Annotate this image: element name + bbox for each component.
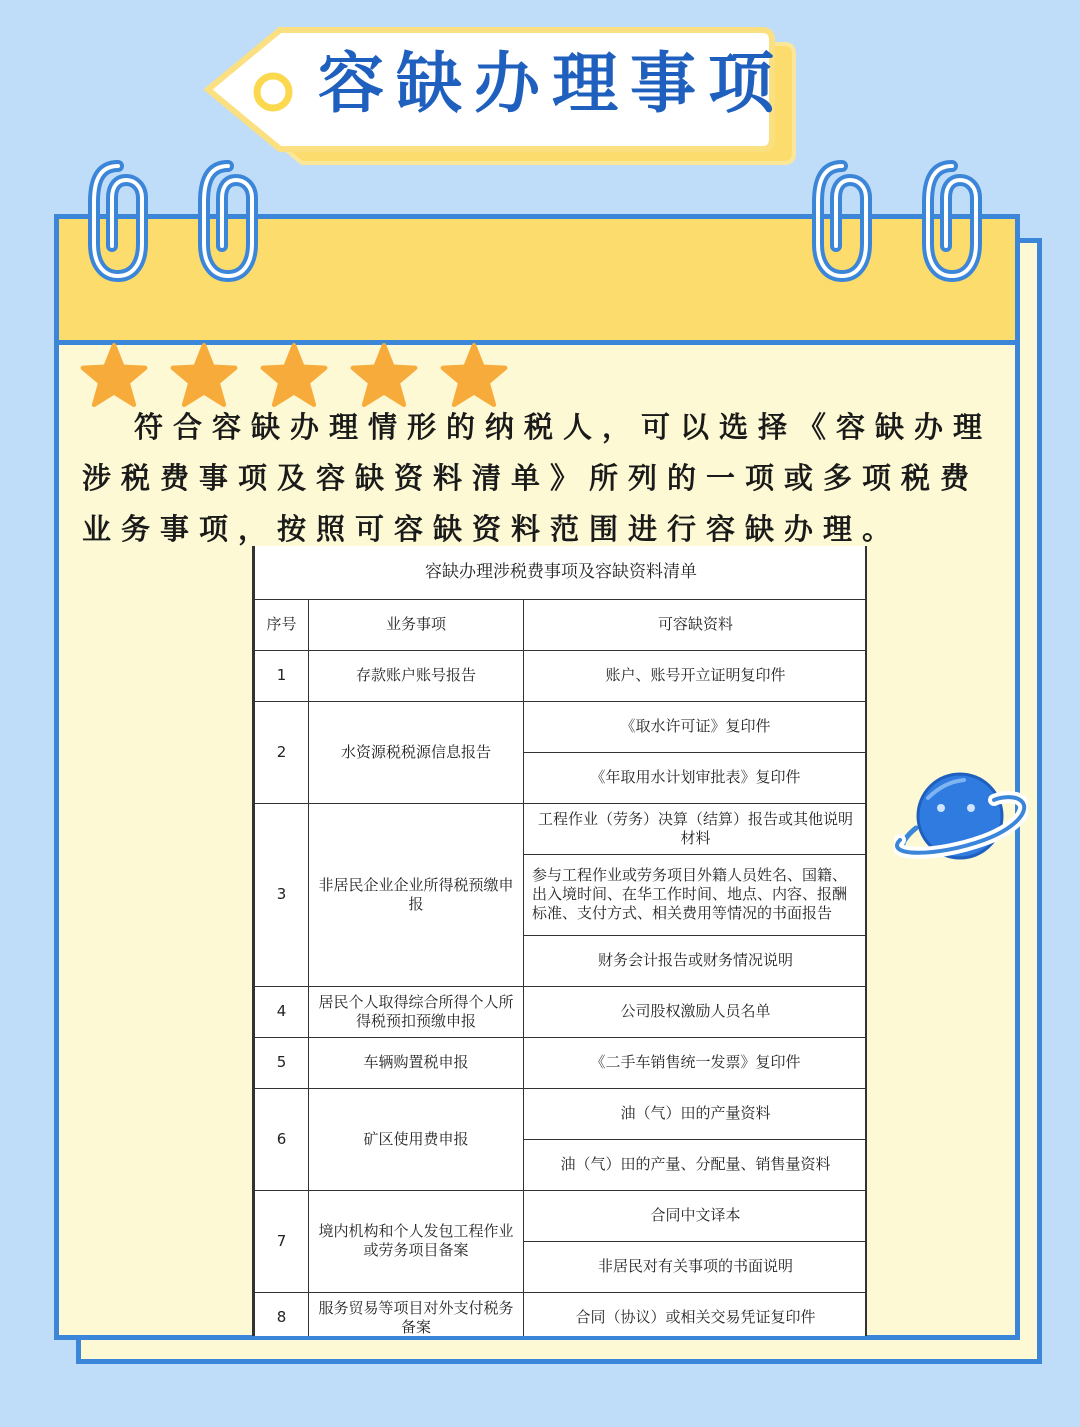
binder-ring-icon bbox=[812, 158, 872, 286]
intro-paragraph: 符合容缺办理情形的纳税人，可以选择《容缺办理涉税费事项及容缺资料清单》所列的一项或多项税费业务事项，按照可容缺资料范围进行容缺办理。 bbox=[82, 410, 993, 546]
row-material: 账户、账号开立证明复印件 bbox=[524, 650, 868, 701]
row-material: 公司股权激励人员名单 bbox=[524, 986, 868, 1037]
checklist-table-container bbox=[252, 546, 867, 1336]
row-material: 合同中文译本 bbox=[524, 1190, 868, 1241]
row-material: 《二手车销售统一发票》复印件 bbox=[524, 1037, 868, 1088]
table-row bbox=[255, 1037, 868, 1088]
binder-ring-icon bbox=[198, 158, 258, 286]
planet-icon bbox=[894, 762, 1028, 872]
star-icon bbox=[350, 342, 418, 408]
row-no: 4 bbox=[255, 986, 309, 1037]
row-item: 境内机构和个人发包工程作业或劳务项目备案 bbox=[309, 1190, 524, 1292]
table-row bbox=[255, 701, 868, 752]
row-item: 非居民企业企业所得税预缴申报 bbox=[309, 803, 524, 986]
column-header-item: 业务事项 bbox=[309, 599, 524, 650]
row-material: 工程作业（劳务）决算（结算）报告或其他说明材料 bbox=[524, 803, 868, 854]
row-item: 水资源税税源信息报告 bbox=[309, 701, 524, 803]
row-no: 5 bbox=[255, 1037, 309, 1088]
row-material: 合同（协议）或相关交易凭证复印件 bbox=[524, 1292, 868, 1336]
row-material: 非居民对有关事项的书面说明 bbox=[524, 1241, 868, 1292]
row-item: 车辆购置税申报 bbox=[309, 1037, 524, 1088]
column-header-no: 序号 bbox=[255, 599, 309, 650]
checklist-table bbox=[254, 546, 867, 1336]
row-item: 居民个人取得综合所得个人所得税预扣预缴申报 bbox=[309, 986, 524, 1037]
table-caption: 容缺办理涉税费事项及容缺资料清单 bbox=[255, 546, 868, 599]
row-no: 7 bbox=[255, 1190, 309, 1292]
row-item: 服务贸易等项目对外支付税务备案 bbox=[309, 1292, 524, 1336]
row-material: 油（气）田的产量资料 bbox=[524, 1088, 868, 1139]
table-row bbox=[255, 1292, 868, 1336]
page-title: 容缺办理事项 bbox=[318, 45, 786, 122]
star-icon bbox=[80, 342, 148, 408]
table-caption-row bbox=[255, 546, 868, 599]
row-material: 参与工程作业或劳务项目外籍人员姓名、国籍、出入境时间、在华工作时间、地点、内容、报酬标准、支付方式、相关费用等情况的书面报告 bbox=[524, 854, 868, 935]
binder-ring-icon bbox=[88, 158, 148, 286]
table-header-row bbox=[255, 599, 868, 650]
row-no: 8 bbox=[255, 1292, 309, 1336]
row-no: 6 bbox=[255, 1088, 309, 1190]
table-row bbox=[255, 1190, 868, 1241]
row-material: 财务会计报告或财务情况说明 bbox=[524, 935, 868, 986]
table-row bbox=[255, 803, 868, 854]
table-row bbox=[255, 650, 868, 701]
row-material: 油（气）田的产量、分配量、销售量资料 bbox=[524, 1139, 868, 1190]
row-item: 存款账户账号报告 bbox=[309, 650, 524, 701]
star-icon bbox=[260, 342, 328, 408]
row-no: 1 bbox=[255, 650, 309, 701]
table-row bbox=[255, 986, 868, 1037]
row-no: 2 bbox=[255, 701, 309, 803]
row-no: 3 bbox=[255, 803, 309, 986]
binder-ring-icon bbox=[922, 158, 982, 286]
row-material: 《取水许可证》复印件 bbox=[524, 701, 868, 752]
star-icon bbox=[440, 342, 508, 408]
row-item: 矿区使用费申报 bbox=[309, 1088, 524, 1190]
star-icon bbox=[170, 342, 238, 408]
table-row bbox=[255, 1088, 868, 1139]
column-header-materials: 可容缺资料 bbox=[524, 599, 868, 650]
star-rating bbox=[80, 342, 508, 408]
row-material: 《年取用水计划审批表》复印件 bbox=[524, 752, 868, 803]
